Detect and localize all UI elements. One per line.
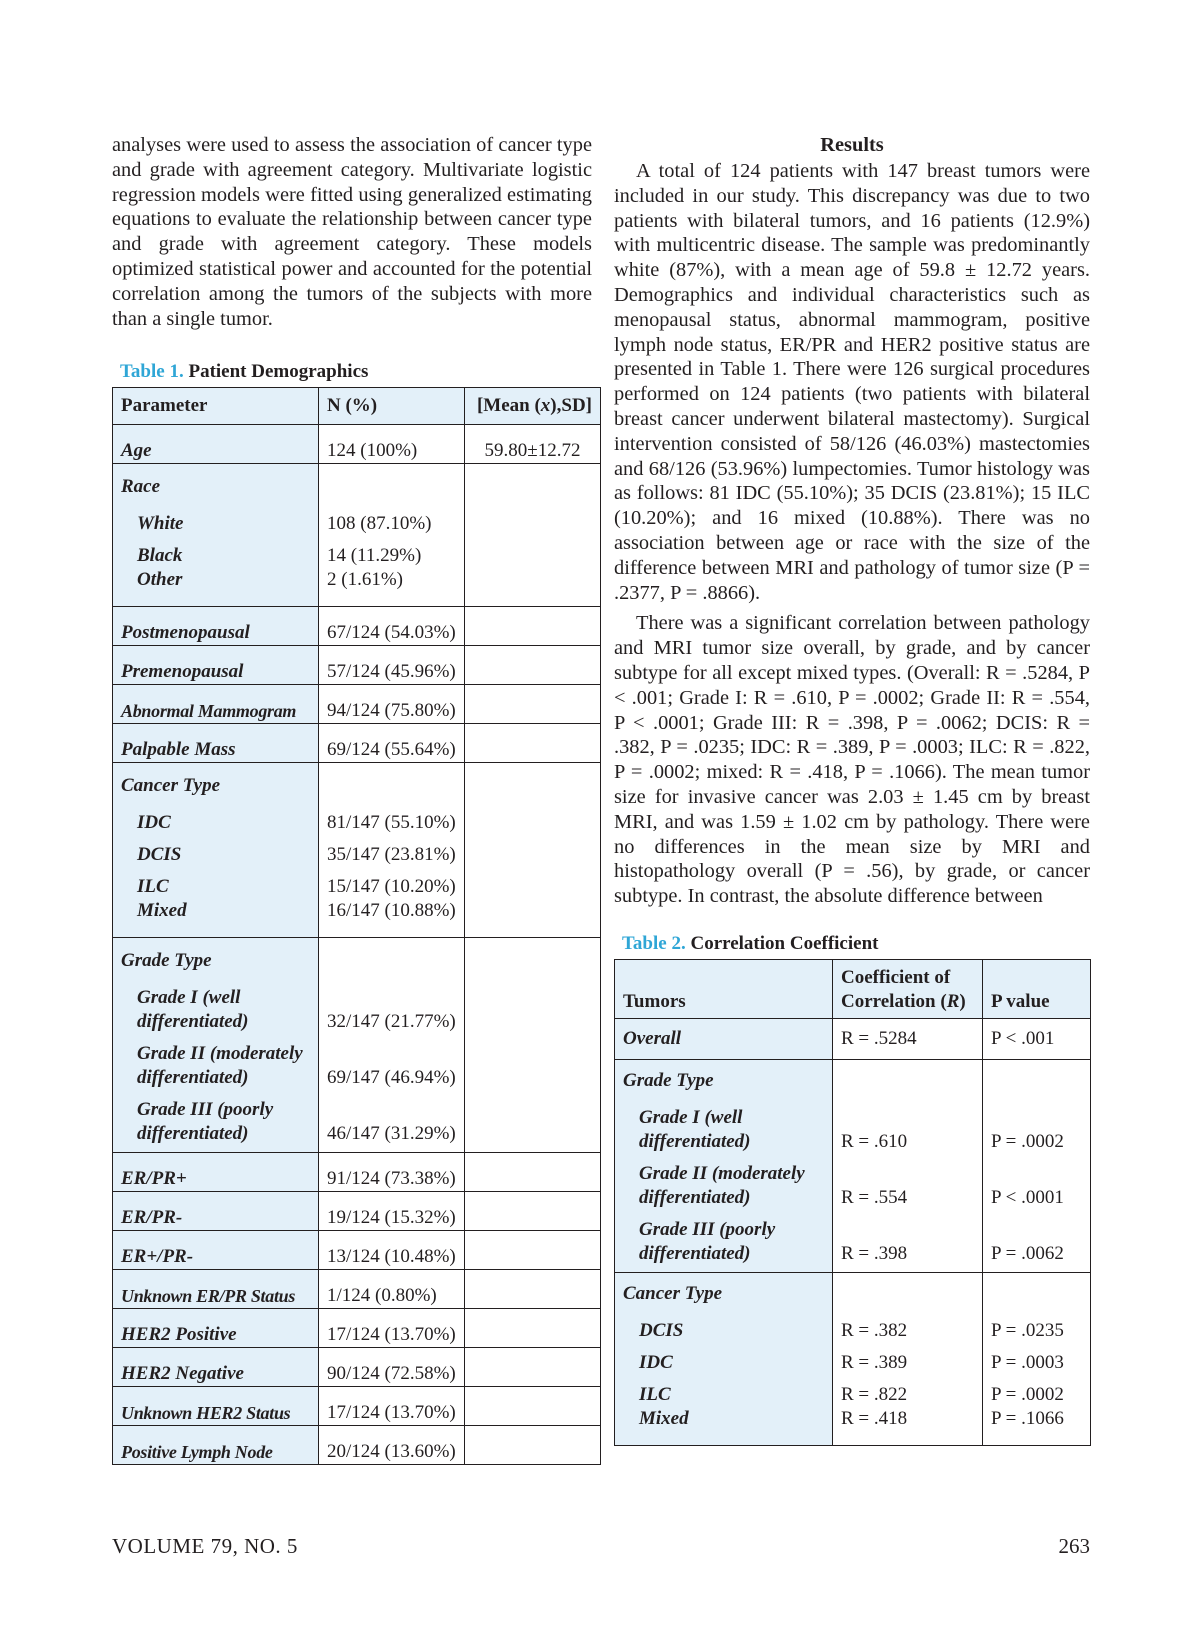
row-label: Positive Lymph Node bbox=[113, 1426, 319, 1465]
table-row bbox=[113, 607, 601, 646]
table-row bbox=[113, 978, 601, 1034]
row-label: IDC bbox=[615, 1343, 833, 1375]
row-n: 32/147 (21.77%) bbox=[319, 978, 465, 1034]
row-r bbox=[833, 1059, 983, 1098]
table-row bbox=[113, 464, 601, 505]
row-mean bbox=[465, 803, 601, 835]
row-mean bbox=[465, 978, 601, 1034]
row-label: HER2 Positive bbox=[113, 1309, 319, 1348]
table-row bbox=[113, 536, 601, 568]
row-n: 14 (11.29%) bbox=[319, 536, 465, 568]
table1-caption bbox=[120, 361, 592, 383]
results-heading: Results bbox=[820, 134, 884, 156]
row-mean: 59.80±12.72 bbox=[465, 425, 601, 464]
row-r: R = .398 bbox=[833, 1210, 983, 1273]
row-label: Grade Type bbox=[113, 938, 319, 979]
correlation-coefficient-table bbox=[614, 959, 1091, 1446]
row-label: Grade II (moderately differentiated) bbox=[615, 1154, 833, 1210]
row-n: 91/124 (73.38%) bbox=[319, 1153, 465, 1192]
row-n bbox=[319, 763, 465, 804]
row-label: Overall bbox=[615, 1018, 833, 1059]
table-row bbox=[113, 646, 601, 685]
results-paragraph-2: There was a significant correlation between pathology and MRI tumor size overall, by grade, and by cancer subtype for all except mixed types. (Overall: R = .5284, P < .001; Grade I: R = .610, P = .0002; Grade II: R = .554, P < .0001; Grade III: R = .398, P = .0062; DCIS: R = .382, P = .0235; IDC: R = .389, P = .0003; ILC: R = .822, P = .0002; mixed: R = .418, P = .1066). The mean tumor size for invasive cancer was 2.03 ± 1.45 cm by breast MRI, and was 1.59 ± 1.02 cm by pathology. There were no differences in the mean size by MRI and histopathology overall (P = .56), by grade, or cancer subtype. In contrast, the absolute difference between bbox=[614, 612, 1090, 908]
row-n: 17/124 (13.70%) bbox=[319, 1387, 465, 1426]
row-n bbox=[319, 464, 465, 505]
table-row bbox=[615, 1210, 1091, 1273]
row-label: Abnormal Mammogram bbox=[113, 685, 319, 724]
table2-caption bbox=[622, 933, 1090, 955]
row-n: 69/124 (55.64%) bbox=[319, 724, 465, 763]
row-label: Other bbox=[113, 568, 319, 607]
table-row bbox=[113, 1153, 601, 1192]
table-row bbox=[113, 504, 601, 536]
row-mean bbox=[465, 899, 601, 938]
row-label: ER+/PR- bbox=[113, 1231, 319, 1270]
row-mean bbox=[465, 724, 601, 763]
table-row bbox=[113, 1387, 601, 1426]
row-label: DCIS bbox=[113, 835, 319, 867]
row-p: P < .001 bbox=[983, 1018, 1091, 1059]
row-label: Cancer Type bbox=[113, 763, 319, 804]
row-mean bbox=[465, 867, 601, 899]
row-p: P = .0062 bbox=[983, 1210, 1091, 1273]
table-row bbox=[113, 803, 601, 835]
table-row bbox=[113, 1090, 601, 1153]
patient-demographics-table bbox=[112, 387, 601, 1465]
left-column bbox=[112, 133, 592, 1465]
row-mean bbox=[465, 536, 601, 568]
table-row bbox=[113, 938, 601, 979]
table-row bbox=[615, 1375, 1091, 1407]
table2-title: Correlation Coefficient bbox=[690, 932, 879, 954]
row-n: 2 (1.61%) bbox=[319, 568, 465, 607]
row-label: Grade III (poorly differentiated) bbox=[615, 1210, 833, 1273]
table-row bbox=[615, 1059, 1091, 1098]
table-row bbox=[615, 1311, 1091, 1343]
table1-title: Patient Demographics bbox=[188, 361, 369, 383]
table-row bbox=[113, 568, 601, 607]
table-row bbox=[113, 1426, 601, 1465]
row-label: Postmenopausal bbox=[113, 607, 319, 646]
row-r: R = .822 bbox=[833, 1375, 983, 1407]
row-mean bbox=[465, 1192, 601, 1231]
row-n: 81/147 (55.10%) bbox=[319, 803, 465, 835]
row-mean bbox=[465, 1348, 601, 1387]
row-label: Premenopausal bbox=[113, 646, 319, 685]
row-mean bbox=[465, 568, 601, 607]
row-n: 35/147 (23.81%) bbox=[319, 835, 465, 867]
row-mean bbox=[465, 1153, 601, 1192]
row-label: Age bbox=[113, 425, 319, 464]
row-label: ILC bbox=[615, 1375, 833, 1407]
row-n: 13/124 (10.48%) bbox=[319, 1231, 465, 1270]
row-p bbox=[983, 1059, 1091, 1098]
methods-paragraph: analyses were used to assess the association of cancer type and grade with agreement category. Multivariate logistic regression models were fitted using generalized estimating equations to evaluate the relationship between cancer type and grade with agreement category. These models optimized statistical power and accounted for the potential correlation among the tumors of the subjects with more than a single tumor. bbox=[112, 134, 592, 330]
row-n: 16/147 (10.88%) bbox=[319, 899, 465, 938]
row-label: Grade Type bbox=[615, 1059, 833, 1098]
row-mean bbox=[465, 1090, 601, 1153]
page-number: 263 bbox=[1058, 1534, 1090, 1558]
volume-footer: VOLUME 79, NO. 5 bbox=[112, 1534, 298, 1558]
table-row bbox=[113, 1309, 601, 1348]
table-row bbox=[113, 1270, 601, 1309]
row-n: 46/147 (31.29%) bbox=[319, 1090, 465, 1153]
row-p: P = .0003 bbox=[983, 1343, 1091, 1375]
row-mean bbox=[465, 464, 601, 505]
table1-number: Table 1. bbox=[120, 361, 184, 383]
row-label: Cancer Type bbox=[615, 1272, 833, 1311]
row-mean bbox=[465, 1270, 601, 1309]
row-n: 19/124 (15.32%) bbox=[319, 1192, 465, 1231]
row-label: Grade II (moderately differentiated) bbox=[113, 1034, 319, 1090]
table-row bbox=[113, 685, 601, 724]
row-label: Black bbox=[113, 536, 319, 568]
row-mean bbox=[465, 685, 601, 724]
row-label: White bbox=[113, 504, 319, 536]
row-label: Unknown HER2 Status bbox=[113, 1387, 319, 1426]
row-label: ILC bbox=[113, 867, 319, 899]
right-column bbox=[614, 133, 1090, 1446]
row-n: 94/124 (75.80%) bbox=[319, 685, 465, 724]
table-row bbox=[113, 724, 601, 763]
row-p: P = .1066 bbox=[983, 1407, 1091, 1446]
row-label: Mixed bbox=[113, 899, 319, 938]
row-label: DCIS bbox=[615, 1311, 833, 1343]
row-n: 20/124 (13.60%) bbox=[319, 1426, 465, 1465]
row-mean bbox=[465, 1387, 601, 1426]
row-mean bbox=[465, 1426, 601, 1465]
table2-header-tumors: Tumors bbox=[615, 959, 833, 1018]
table-row bbox=[113, 763, 601, 804]
table-row bbox=[615, 1407, 1091, 1446]
row-label: Grade I (well differentiated) bbox=[113, 978, 319, 1034]
row-label: IDC bbox=[113, 803, 319, 835]
row-n: 67/124 (54.03%) bbox=[319, 607, 465, 646]
table-row bbox=[113, 1034, 601, 1090]
table-row bbox=[113, 1348, 601, 1387]
row-r: R = .382 bbox=[833, 1311, 983, 1343]
row-mean bbox=[465, 607, 601, 646]
table2-header-coefficient: Coefficient of Correlation (R) bbox=[833, 959, 983, 1018]
row-label: Grade III (poorly differentiated) bbox=[113, 1090, 319, 1153]
row-label: Grade I (well differentiated) bbox=[615, 1098, 833, 1154]
row-r: R = .389 bbox=[833, 1343, 983, 1375]
row-p: P = .0235 bbox=[983, 1311, 1091, 1343]
table2-header-pvalue: P value bbox=[983, 959, 1091, 1018]
table-row bbox=[615, 1154, 1091, 1210]
row-n: 15/147 (10.20%) bbox=[319, 867, 465, 899]
row-mean bbox=[465, 1309, 601, 1348]
row-label: ER/PR- bbox=[113, 1192, 319, 1231]
row-p bbox=[983, 1272, 1091, 1311]
row-r: R = .610 bbox=[833, 1098, 983, 1154]
row-mean bbox=[465, 763, 601, 804]
row-n: 1/124 (0.80%) bbox=[319, 1270, 465, 1309]
row-p: P = .0002 bbox=[983, 1375, 1091, 1407]
row-mean bbox=[465, 1034, 601, 1090]
row-mean bbox=[465, 1231, 601, 1270]
row-n: 124 (100%) bbox=[319, 425, 465, 464]
row-label: Palpable Mass bbox=[113, 724, 319, 763]
row-mean bbox=[465, 504, 601, 536]
row-p: P = .0002 bbox=[983, 1098, 1091, 1154]
row-mean bbox=[465, 646, 601, 685]
row-r: R = .554 bbox=[833, 1154, 983, 1210]
row-mean bbox=[465, 938, 601, 979]
results-paragraph-1: A total of 124 patients with 147 breast tumors were included in our study. This discrepancy was due to two patients with bilateral tumors, and 16 patients (12.9%) with multicentric disease. The sample was predominantly white (87%), with a mean age of 59.8 ± 12.72 years. Demographics and individual characteristics such as menopausal status, abnormal mammogram, positive lymph node status, ER/PR and HER2 positive status are presented in Table 1. There were 126 surgical procedures performed on 124 patients (two patients with bilateral breast cancer underwent bilateral mastectomy). Surgical intervention consisted of 58/126 (46.03%) mastectomies and 68/126 (53.96%) lumpectomies. Tumor histology was as follows: 81 IDC (55.10%); 35 DCIS (23.81%); 15 ILC (10.20%); and 16 mixed (10.88%). There was no association between age or race with the size of the difference between MRI and pathology of tumor size (P = .2377, P = .8866). bbox=[614, 160, 1090, 604]
table-row bbox=[113, 899, 601, 938]
row-n: 69/147 (46.94%) bbox=[319, 1034, 465, 1090]
row-r bbox=[833, 1272, 983, 1311]
table1-header-mean: [Mean (x),SD] bbox=[465, 388, 601, 425]
table-row bbox=[113, 1192, 601, 1231]
row-n: 108 (87.10%) bbox=[319, 504, 465, 536]
row-n bbox=[319, 938, 465, 979]
table2-number: Table 2. bbox=[622, 932, 686, 954]
row-n: 90/124 (72.58%) bbox=[319, 1348, 465, 1387]
table1-header-n: N (%) bbox=[319, 388, 465, 425]
row-r: R = .418 bbox=[833, 1407, 983, 1446]
table-row bbox=[113, 425, 601, 464]
table-row bbox=[615, 1272, 1091, 1311]
row-label: HER2 Negative bbox=[113, 1348, 319, 1387]
row-p: P < .0001 bbox=[983, 1154, 1091, 1210]
table-row bbox=[615, 1018, 1091, 1059]
row-label: Race bbox=[113, 464, 319, 505]
table-row bbox=[113, 867, 601, 899]
table-row bbox=[113, 835, 601, 867]
row-mean bbox=[465, 835, 601, 867]
row-r: R = .5284 bbox=[833, 1018, 983, 1059]
table-row bbox=[615, 1098, 1091, 1154]
table1-header-parameter: Parameter bbox=[113, 388, 319, 425]
table-row bbox=[615, 1343, 1091, 1375]
row-label: Mixed bbox=[615, 1407, 833, 1446]
row-label: ER/PR+ bbox=[113, 1153, 319, 1192]
row-n: 57/124 (45.96%) bbox=[319, 646, 465, 685]
row-label: Unknown ER/PR Status bbox=[113, 1270, 319, 1309]
table-row bbox=[113, 1231, 601, 1270]
row-n: 17/124 (13.70%) bbox=[319, 1309, 465, 1348]
